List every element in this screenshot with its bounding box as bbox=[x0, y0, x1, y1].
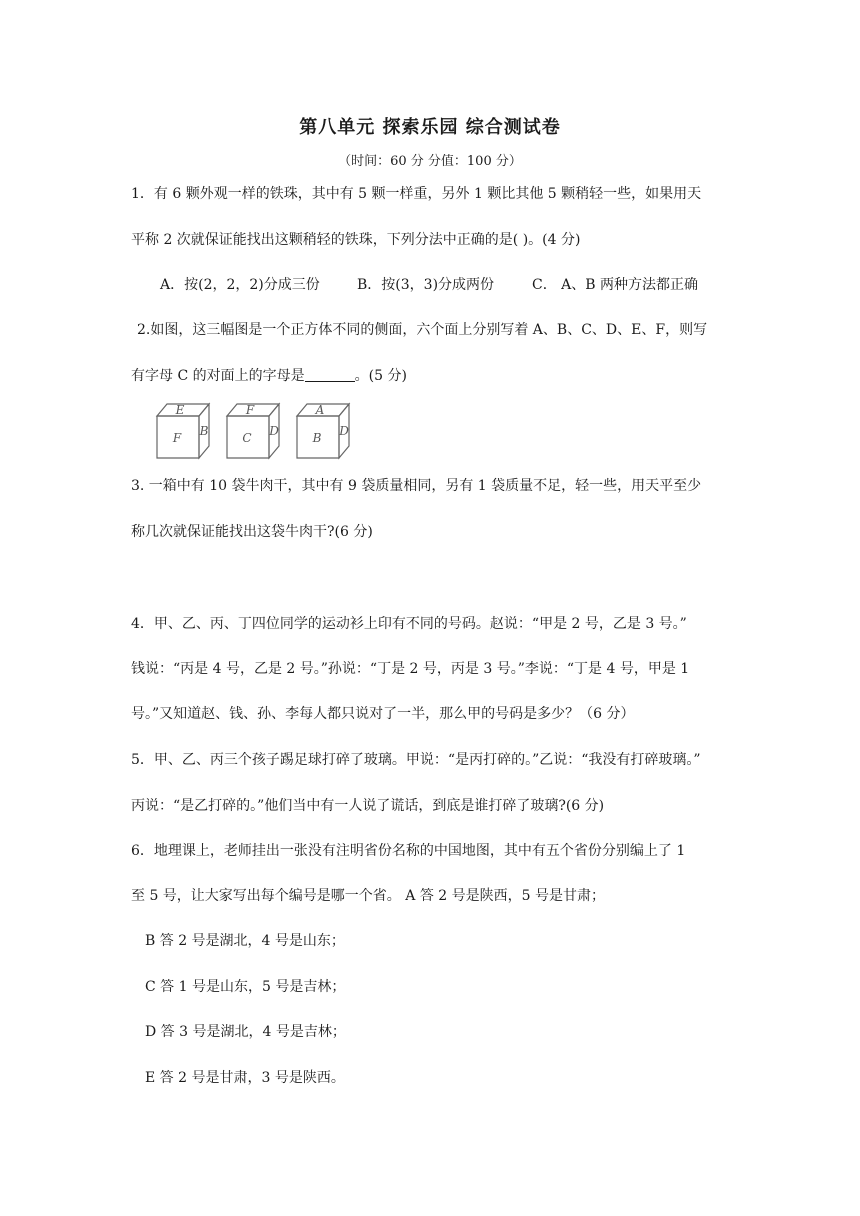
question-6-line-1: 6．地理课上，老师挂出一张没有注明省份名称的中国地图，其中有五个省份分别编上了 1 bbox=[131, 843, 686, 859]
question-2-line-2-text: 有字母 C 的对面上的字母是 bbox=[131, 368, 305, 384]
question-5-line-2: 丙说：“是乙打碎的。”他们当中有一人说了谎话，到底是谁打碎了玻璃?(6 分) bbox=[131, 798, 605, 814]
cube-1-top-letter: E bbox=[175, 403, 185, 417]
question-1-option-a: A．按(2，2，2)分成三份 bbox=[160, 277, 320, 293]
question-2-line-1: 2.如图，这三幅图是一个正方体不同的侧面，六个面上分别写着 A、B、C、D、E、F，则写 bbox=[137, 322, 708, 338]
cube-figures-svg bbox=[155, 402, 365, 460]
cube-figures bbox=[155, 402, 365, 460]
answer-blank[interactable] bbox=[305, 367, 355, 382]
cube-3-side-letter: D bbox=[339, 424, 349, 438]
question-6-answer-b: B 答 2 号是湖北，4 号是山东； bbox=[145, 933, 345, 949]
question-3-line-2: 称几次就保证能找出这袋牛肉干?(6 分) bbox=[131, 524, 373, 540]
question-1-option-b: B．按(3，3)分成两份 bbox=[357, 277, 495, 293]
question-2-points: 。(5 分) bbox=[354, 368, 407, 384]
question-6-answer-d: D 答 3 号是湖北，4 号是吉林； bbox=[145, 1024, 346, 1040]
cube-2-side-letter: D bbox=[269, 424, 279, 438]
cube-2-top-letter: F bbox=[245, 403, 255, 417]
question-1-line-1: 1．有 6 颗外观一样的铁珠，其中有 5 颗一样重，另外 1 颗比其他 5 颗稍轻一些，如果用天 bbox=[131, 186, 702, 202]
page-title: 第八单元 探索乐园 综合测试卷 bbox=[299, 117, 561, 138]
cube-2-front-letter: C bbox=[242, 431, 252, 445]
cube-3-front-letter: B bbox=[312, 431, 322, 445]
question-2-line-2 bbox=[131, 366, 407, 386]
cube-1-front-letter: F bbox=[172, 431, 182, 445]
question-1-line-2: 平称 2 次就保证能找出这颗稍轻的铁珠，下列分法中正确的是( )。(4 分) bbox=[131, 232, 581, 248]
cube-1-side-letter: B bbox=[199, 424, 209, 438]
cube-3 bbox=[297, 403, 349, 458]
question-4-line-1: 4．甲、乙、丙、丁四位同学的运动衫上印有不同的号码。赵说：“甲是 2 号，乙是 3 号。” bbox=[131, 616, 687, 632]
question-6-line-2: 至 5 号，让大家写出每个编号是哪一个省。 A 答 2 号是陕西，5 号是甘肃； bbox=[131, 888, 605, 904]
question-4-line-3: 号。”又知道赵、钱、孙、李每人都只说对了一半，那么甲的号码是多少？（6 分） bbox=[131, 706, 635, 722]
question-6-answer-c: C 答 1 号是山东，5 号是吉林； bbox=[145, 979, 346, 995]
question-6-answer-e: E 答 2 号是甘肃，3 号是陕西。 bbox=[145, 1070, 345, 1086]
cube-1 bbox=[157, 403, 209, 458]
question-3-line-1: 3. 一箱中有 10 袋牛肉干，其中有 9 袋质量相同，另有 1 袋质量不足，轻一些，用天平至少 bbox=[131, 478, 702, 494]
question-5-line-1: 5．甲、乙、丙三个孩子踢足球打碎了玻璃。甲说：“是丙打碎的。”乙说：“我没有打碎玻璃。” bbox=[131, 752, 701, 768]
question-4-line-2: 钱说：“丙是 4 号，乙是 2 号。”孙说：“丁是 2 号，丙是 3 号。”李说：“丁是 4 号，甲是 1 bbox=[131, 661, 690, 677]
cube-2 bbox=[227, 403, 279, 458]
exam-info: （时间：60 分 分值：100 分） bbox=[338, 154, 522, 169]
question-1-option-c: C． A、B 两种方法都正确 bbox=[532, 277, 699, 293]
cube-3-top-letter: A bbox=[315, 403, 325, 417]
